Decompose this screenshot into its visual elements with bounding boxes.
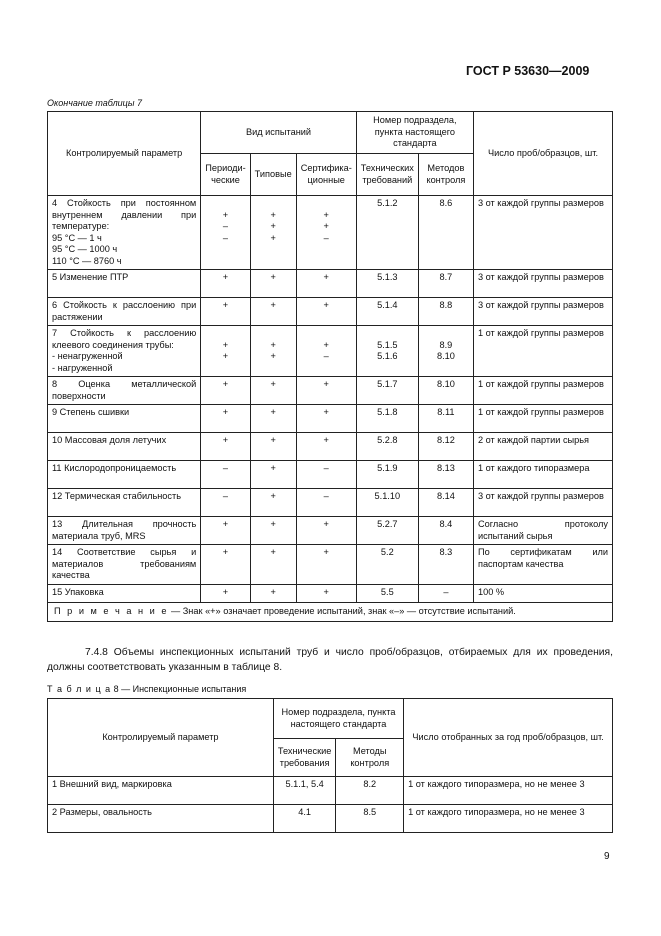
param-cell	[48, 405, 201, 433]
method-cell-value: 8.6	[439, 198, 453, 208]
tech-req-cell-value: 5.2.7	[377, 519, 398, 529]
note-label: П р и м е ч а н и е	[54, 606, 169, 616]
table-row	[48, 489, 613, 517]
cert-cell-value: +	[323, 339, 329, 350]
cert-cell	[296, 405, 356, 433]
samples-cell: 1 от каждого типоразмера, но не менее 3	[404, 805, 613, 833]
method-cell	[418, 270, 473, 298]
table-row	[48, 326, 613, 377]
param-cell	[48, 545, 201, 585]
typical-cell-value: +	[270, 379, 276, 389]
periodic-cell-value: +	[222, 300, 229, 310]
param-cell	[48, 433, 201, 461]
param-line: 7 Стойкость к расслоению клеевого соединения трубы:	[52, 328, 197, 350]
tech-req-cell	[356, 377, 418, 405]
typical-cell-value: +	[270, 463, 276, 473]
tech-req-cell	[356, 405, 418, 433]
param-line: 5 Изменение ПТР	[52, 272, 129, 282]
tech-req-cell	[356, 545, 418, 585]
periodic-cell-value: +	[222, 339, 229, 350]
samples-cell: 2 от каждой партии сырья	[473, 433, 612, 461]
tech-req-cell: 4.1	[273, 805, 336, 833]
table8-caption-text: 8 — Инспекционные испытания	[111, 684, 247, 694]
periodic-cell	[201, 405, 250, 433]
method-cell-value: 8.11	[437, 407, 455, 417]
method-cell	[418, 433, 473, 461]
periodic-cell-value: +	[222, 435, 229, 445]
t8-header-methods: Методы контроля	[336, 739, 404, 777]
table-row	[48, 298, 613, 326]
tech-req-cell: 5.1.1, 5.4	[273, 777, 336, 805]
method-cell	[418, 298, 473, 326]
periodic-cell-value: –	[222, 232, 229, 243]
table-row	[48, 433, 613, 461]
samples-cell: 100 %	[473, 585, 612, 603]
typical-cell	[250, 461, 296, 489]
method-cell-value: 8.10	[436, 351, 455, 361]
cert-cell	[296, 298, 356, 326]
periodic-cell-value	[205, 198, 245, 210]
typical-cell-value: +	[270, 272, 276, 282]
periodic-cell-value: –	[222, 221, 229, 231]
param-cell	[48, 298, 201, 326]
tech-req-cell-value: 5.1.6	[377, 351, 398, 361]
method-cell-value: 8.12	[436, 435, 455, 445]
periodic-cell	[201, 489, 250, 517]
cert-cell	[296, 461, 356, 489]
periodic-cell	[201, 545, 250, 585]
periodic-cell-value: –	[222, 491, 229, 501]
samples-cell: 1 от каждой группы размеров	[473, 326, 612, 377]
typical-cell	[250, 585, 296, 603]
typical-cell-value: +	[270, 587, 276, 597]
header-typical: Типовые	[250, 154, 296, 196]
tech-req-cell	[356, 433, 418, 461]
method-cell	[418, 545, 473, 585]
periodic-cell	[201, 270, 250, 298]
cert-cell-value	[301, 198, 352, 210]
document-code: ГОСТ Р 53630—2009	[466, 64, 590, 78]
cert-cell-value: –	[323, 351, 329, 361]
samples-cell: 1 от каждого типоразмера, но не менее 3	[404, 777, 613, 805]
t8-header-tech-req: Технические требования	[273, 739, 336, 777]
cert-cell-value: –	[323, 232, 329, 243]
paragraph-7-4-8: 7.4.8 Объемы инспекционных испытаний труб и число проб/образцов, отбираемых для их проведения, должны соответствовать указанным в таблице 8.	[47, 647, 613, 673]
method-cell-value: 8.9	[439, 339, 453, 350]
method-cell-value: 8.14	[436, 491, 455, 501]
table-row	[48, 270, 613, 298]
method-cell	[418, 405, 473, 433]
periodic-cell-value: +	[222, 587, 229, 597]
method-cell	[418, 377, 473, 405]
cert-cell	[296, 517, 356, 545]
periodic-cell-value: +	[222, 519, 229, 529]
typical-cell-value: +	[270, 435, 276, 445]
tech-req-cell-value: 5.1.9	[377, 463, 398, 473]
method-cell-value: 8.13	[436, 463, 455, 473]
table-row	[48, 196, 613, 270]
periodic-cell	[201, 517, 250, 545]
cert-cell-value: +	[323, 435, 329, 445]
param-line: 95 °С — 1000 ч	[52, 244, 118, 254]
samples-cell: 3 от каждой группы размеров	[473, 196, 612, 270]
tech-req-cell-value: 5.1.4	[377, 300, 398, 310]
tech-req-cell	[356, 270, 418, 298]
table-row	[48, 377, 613, 405]
param-cell	[48, 196, 201, 270]
tech-req-cell-value: 5.1.10	[374, 491, 401, 501]
header-methods: Методов контроля	[418, 154, 473, 196]
typical-cell	[250, 433, 296, 461]
cert-cell	[296, 377, 356, 405]
cert-cell-value: –	[323, 463, 329, 473]
method-cell-value: 8.3	[439, 547, 453, 557]
periodic-cell-value: –	[222, 463, 229, 473]
param-line: 11 Кислородопроницаемость	[52, 463, 177, 473]
typical-cell-value: +	[270, 547, 276, 557]
method-cell	[418, 585, 473, 603]
header-test-type: Вид испытаний	[201, 112, 357, 154]
param-line: 13 Длительная прочность материала труб, MRS	[52, 519, 197, 541]
param-cell: 1 Внешний вид, маркировка	[48, 777, 274, 805]
param-cell: 2 Размеры, овальность	[48, 805, 274, 833]
typical-cell-value: +	[270, 232, 276, 243]
header-subsection: Номер подраздела, пункта настоящего стандарта	[356, 112, 473, 154]
cert-cell	[296, 545, 356, 585]
method-cell-value: –	[443, 587, 449, 597]
periodic-cell	[201, 196, 250, 270]
periodic-cell	[201, 298, 250, 326]
page-number: 9	[604, 851, 610, 862]
tech-req-cell	[356, 585, 418, 603]
table-7	[47, 111, 613, 622]
typical-cell-value	[255, 328, 292, 340]
method-cell-value: 8.8	[439, 300, 453, 310]
param-line: 95 °С — 1 ч	[52, 232, 102, 243]
periodic-cell-value: +	[222, 407, 229, 417]
typical-cell	[250, 405, 296, 433]
header-samples: Число проб/образцов, шт.	[473, 112, 612, 196]
periodic-cell-value: +	[222, 379, 229, 389]
typical-cell-value: +	[270, 491, 276, 501]
typical-cell-value: +	[270, 519, 276, 529]
typical-cell-value: +	[270, 300, 276, 310]
typical-cell-value: +	[270, 209, 276, 220]
typical-cell	[250, 517, 296, 545]
samples-cell: 3 от каждой группы размеров	[473, 489, 612, 517]
periodic-cell-value: +	[222, 272, 229, 282]
cert-cell-value: +	[323, 221, 329, 231]
samples-cell: 1 от каждого типоразмера	[473, 461, 612, 489]
typical-cell	[250, 326, 296, 377]
table-row	[48, 517, 613, 545]
header-tech-req: Технических требований	[356, 154, 418, 196]
cert-cell	[296, 585, 356, 603]
tech-req-cell-value: 5.2.8	[377, 435, 398, 445]
periodic-cell	[201, 461, 250, 489]
method-cell	[418, 461, 473, 489]
method-cell-value: 8.4	[439, 519, 453, 529]
method-cell	[418, 196, 473, 270]
method-cell	[418, 489, 473, 517]
tech-req-cell-value: 5.1.5	[377, 339, 398, 350]
t8-header-subsection: Номер подраздела, пункта настоящего стандарта	[273, 699, 403, 739]
periodic-cell	[201, 433, 250, 461]
t8-header-samples: Число отобранных за год проб/образцов, шт.	[404, 699, 613, 777]
tech-req-cell	[356, 489, 418, 517]
typical-cell-value	[255, 198, 292, 210]
typical-cell	[250, 196, 296, 270]
cert-cell-value: +	[323, 300, 329, 310]
tech-req-cell	[356, 461, 418, 489]
header-param: Контролируемый параметр	[48, 112, 201, 196]
param-cell	[48, 489, 201, 517]
cert-cell	[296, 270, 356, 298]
param-cell	[48, 270, 201, 298]
tech-req-cell-value: 5.1.3	[377, 272, 398, 282]
param-line: - ненагруженной	[52, 351, 123, 361]
param-cell	[48, 377, 201, 405]
cert-cell	[296, 196, 356, 270]
typical-cell	[250, 298, 296, 326]
cert-cell-value: +	[323, 272, 329, 282]
tech-req-cell-value: 5.1.8	[377, 407, 398, 417]
typical-cell	[250, 377, 296, 405]
typical-cell	[250, 489, 296, 517]
table8-caption-label: Т а б л и ц а	[47, 684, 112, 694]
param-line: 10 Массовая доля летучих	[52, 435, 167, 445]
typical-cell-value: +	[270, 339, 276, 350]
param-cell	[48, 326, 201, 377]
table-row	[48, 545, 613, 585]
periodic-cell	[201, 585, 250, 603]
periodic-cell-value: +	[222, 351, 229, 361]
table-row	[48, 585, 613, 603]
table-8	[47, 698, 613, 833]
typical-cell-value: +	[270, 221, 276, 231]
tech-req-cell-value	[361, 328, 414, 340]
param-line: 110 °С — 8760 ч	[52, 255, 122, 266]
tech-req-cell	[356, 196, 418, 270]
method-cell: 8.2	[336, 777, 404, 805]
table-row	[48, 805, 613, 833]
method-cell-value: 8.7	[439, 272, 453, 282]
periodic-cell-value	[205, 328, 245, 340]
table-row	[48, 405, 613, 433]
cert-cell-value: +	[323, 587, 329, 597]
cert-cell-value: +	[323, 379, 329, 389]
header-periodic: Периоди-ческие	[201, 154, 250, 196]
tech-req-cell-value: 5.1.2	[377, 198, 398, 208]
table-row	[48, 777, 613, 805]
samples-cell: 3 от каждой группы размеров	[473, 270, 612, 298]
cert-cell-value: +	[323, 519, 329, 529]
samples-cell: Согласно протоколу испытаний сырья	[473, 517, 612, 545]
samples-cell: 1 от каждой группы размеров	[473, 377, 612, 405]
param-line: 12 Термическая стабильность	[52, 491, 182, 501]
table7-note	[48, 603, 613, 622]
tech-req-cell-value: 5.1.7	[377, 379, 398, 389]
cert-cell-value: –	[323, 491, 329, 501]
tech-req-cell	[356, 298, 418, 326]
samples-cell: 1 от каждой группы размеров	[473, 405, 612, 433]
param-line: 6 Стойкость к расслоению при растяжении	[52, 300, 197, 322]
method-cell: 8.5	[336, 805, 404, 833]
cert-cell-value: +	[323, 209, 329, 220]
method-cell	[418, 517, 473, 545]
typical-cell	[250, 270, 296, 298]
tech-req-cell-value: 5.5	[380, 587, 394, 597]
tech-req-cell-value: 5.2	[380, 547, 394, 557]
cert-cell-value: +	[323, 407, 329, 417]
cert-cell	[296, 433, 356, 461]
samples-cell: 3 от каждой группы размеров	[473, 298, 612, 326]
periodic-cell-value: +	[222, 209, 229, 220]
table-row	[48, 461, 613, 489]
param-cell	[48, 585, 201, 603]
param-cell	[48, 461, 201, 489]
typical-cell-value: +	[270, 407, 276, 417]
typical-cell-value: +	[270, 351, 276, 361]
method-cell-value	[423, 328, 469, 340]
typical-cell	[250, 545, 296, 585]
param-cell	[48, 517, 201, 545]
header-cert: Сертифика-ционные	[296, 154, 356, 196]
tech-req-cell	[356, 517, 418, 545]
param-line: 4 Стойкость при постоянном внутреннем давлении при температуре:	[52, 198, 197, 231]
table7-caption: Окончание таблицы 7	[47, 98, 142, 108]
samples-cell: По сертификатам или паспортам качества	[473, 545, 612, 585]
cert-cell-value	[301, 328, 352, 340]
param-line: 14 Соответствие сырья и материалов требованиям качества	[52, 547, 197, 580]
param-line: 9 Степень сшивки	[52, 407, 130, 417]
param-line: 8 Оценка металлической поверхности	[52, 379, 197, 401]
tech-req-cell	[356, 326, 418, 377]
param-line: 15 Упаковка	[52, 587, 104, 597]
periodic-cell-value: +	[222, 547, 229, 557]
method-cell	[418, 326, 473, 377]
periodic-cell	[201, 377, 250, 405]
note-text: — Знак «+» означает проведение испытаний, знак «–» — отсутствие испытаний.	[168, 606, 516, 616]
cert-cell	[296, 489, 356, 517]
table8-caption	[47, 684, 246, 694]
method-cell-value: 8.10	[436, 379, 455, 389]
cert-cell-value: +	[323, 547, 329, 557]
param-line: - нагруженной	[52, 362, 113, 373]
cert-cell	[296, 326, 356, 377]
t8-header-param: Контролируемый параметр	[48, 699, 274, 777]
periodic-cell	[201, 326, 250, 377]
